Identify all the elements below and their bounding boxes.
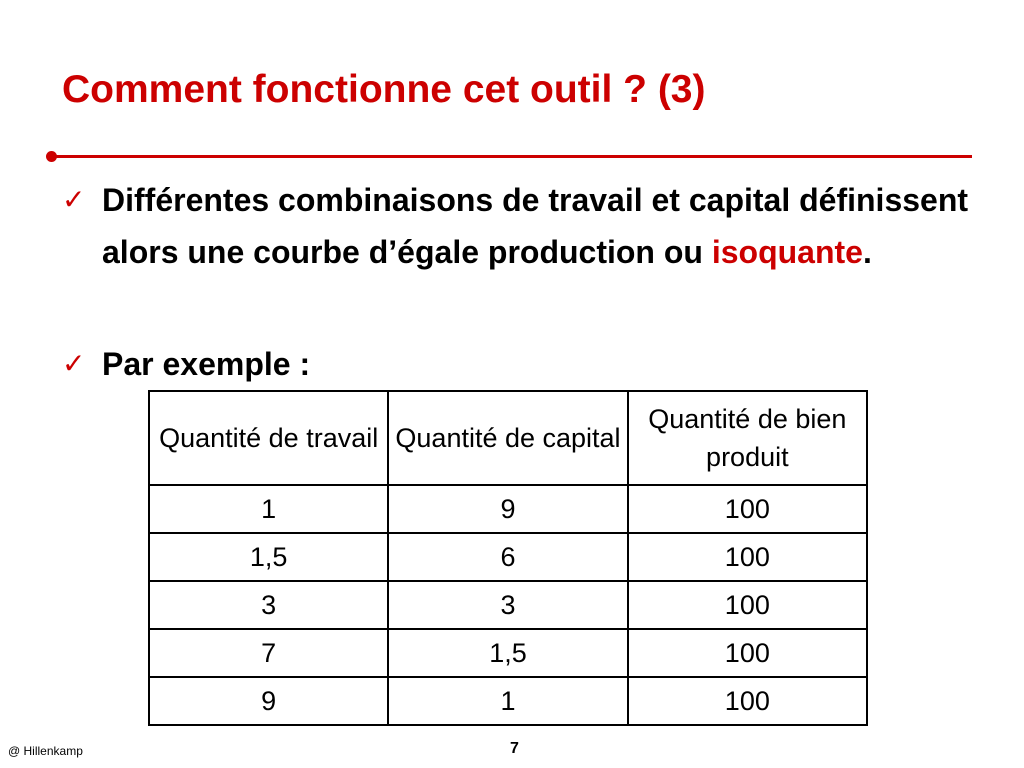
cell-travail: 7 (149, 629, 388, 677)
cell-capital: 6 (388, 533, 627, 581)
slide-title: Comment fonctionne cet outil ? (3) (62, 68, 706, 111)
cell-capital: 9 (388, 485, 627, 533)
header-quantite-capital: Quantité de capital (388, 391, 627, 485)
cell-bien-produit: 100 (628, 485, 867, 533)
table-row (149, 485, 867, 533)
checkmark-icon: ✓ (62, 183, 86, 216)
cell-capital: 3 (388, 581, 627, 629)
cell-travail: 3 (149, 581, 388, 629)
bullet-text: Différentes combinaisons de travail et capital définissent alors une courbe d’égale production ou isoquante. (102, 182, 969, 270)
table-row (149, 629, 867, 677)
cell-bien-produit: 100 (628, 677, 867, 725)
isoquante-highlight: isoquante (711, 234, 863, 270)
cell-bien-produit: 100 (628, 629, 867, 677)
cell-travail: 1,5 (149, 533, 388, 581)
cell-bien-produit: 100 (628, 581, 867, 629)
title-rule (52, 155, 972, 158)
bullet-item-example (62, 338, 662, 390)
table-header-row (149, 391, 867, 485)
cell-capital: 1,5 (388, 629, 627, 677)
table-row (149, 677, 867, 725)
cell-bien-produit: 100 (628, 533, 867, 581)
cell-travail: 1 (149, 485, 388, 533)
header-quantite-bien-produit: Quantité de bien produit (628, 391, 867, 485)
page-number: 7 (510, 740, 519, 757)
table-row (149, 581, 867, 629)
footer-copyright: @ Hillenkamp (8, 744, 83, 758)
cell-travail: 9 (149, 677, 388, 725)
table-row (149, 533, 867, 581)
header-quantite-travail: Quantité de travail (149, 391, 388, 485)
bullet-text: Par exemple : (102, 346, 311, 382)
bullet-item-isoquante (62, 174, 972, 278)
isoquant-table (148, 390, 868, 726)
checkmark-icon: ✓ (62, 347, 86, 380)
cell-capital: 1 (388, 677, 627, 725)
